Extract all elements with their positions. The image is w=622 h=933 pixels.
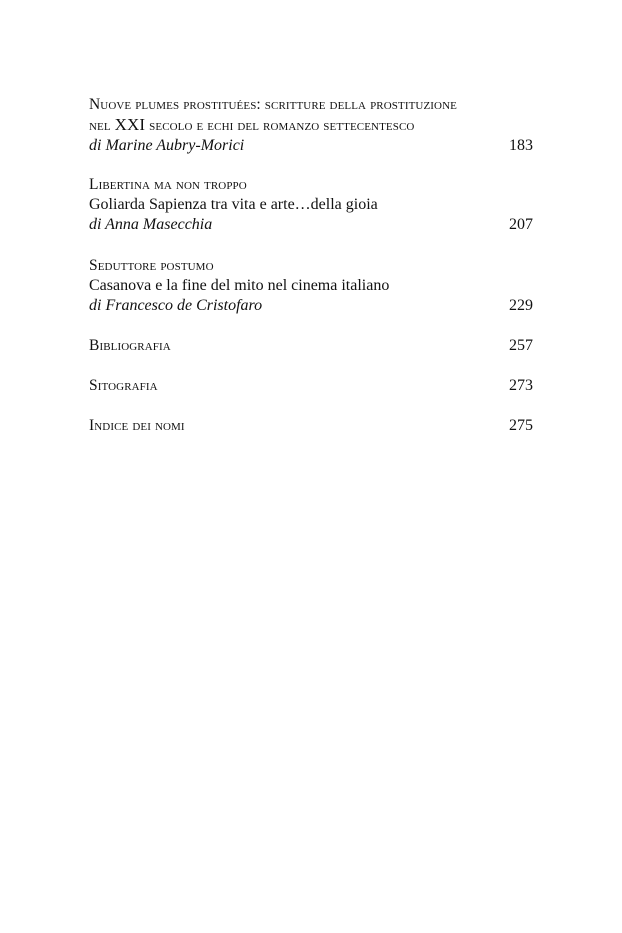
- toc-entry-page-number: 257: [509, 337, 533, 354]
- toc-entry-page-number: 273: [509, 377, 533, 394]
- toc-entry-author-row: [89, 215, 533, 235]
- toc-entry-heading: Seduttore postumo: [89, 257, 214, 274]
- toc-entry-page-number: 183: [509, 137, 533, 154]
- toc-entry-row: [89, 416, 533, 436]
- toc-entry-heading: Bibliografia: [89, 337, 171, 354]
- toc-entry-author: di Anna Masecchia: [89, 216, 213, 233]
- toc-entry-sitografia: [89, 376, 533, 396]
- toc-entry-author: di Marine Aubry-Morici: [89, 137, 245, 154]
- toc-entry-heading-line-1: Nuove plumes prostituées: scritture della prostituzione: [89, 96, 457, 113]
- heading-text-part: nel: [89, 117, 115, 134]
- toc-entry-libertina: [89, 175, 533, 235]
- heading-text-part: secolo e echi del romanzo settecentesco: [145, 117, 415, 134]
- toc-entry-subtitle: Casanova e la fine del mito nel cinema italiano: [89, 277, 390, 294]
- toc-entry-heading: Sitografia: [89, 377, 158, 394]
- toc-entry-seduttore: [89, 256, 533, 316]
- toc-entry-indice-dei-nomi: [89, 416, 533, 436]
- toc-entry-heading: Indice dei nomi: [89, 417, 185, 434]
- toc-entry-author-row: [89, 136, 533, 156]
- toc-entry-author: di Francesco de Cristofaro: [89, 297, 263, 314]
- toc-entry-page-number: 207: [509, 216, 533, 233]
- toc-entry-author-row: [89, 296, 533, 316]
- toc-entry-row: [89, 336, 533, 356]
- toc-entry-page-number: 275: [509, 417, 533, 434]
- toc-entry-page-number: 229: [509, 297, 533, 314]
- toc-entry-heading: Libertina ma non troppo: [89, 176, 247, 193]
- toc-entry-subtitle: Goliarda Sapienza tra vita e arte…della gioia: [89, 196, 378, 213]
- toc-entry-row: [89, 376, 533, 396]
- toc-entry-bibliografia: [89, 336, 533, 356]
- roman-numeral: XXI: [114, 115, 146, 134]
- toc-entry-nuove-plumes: [89, 95, 533, 156]
- toc-entry-heading-line-2: [89, 115, 533, 136]
